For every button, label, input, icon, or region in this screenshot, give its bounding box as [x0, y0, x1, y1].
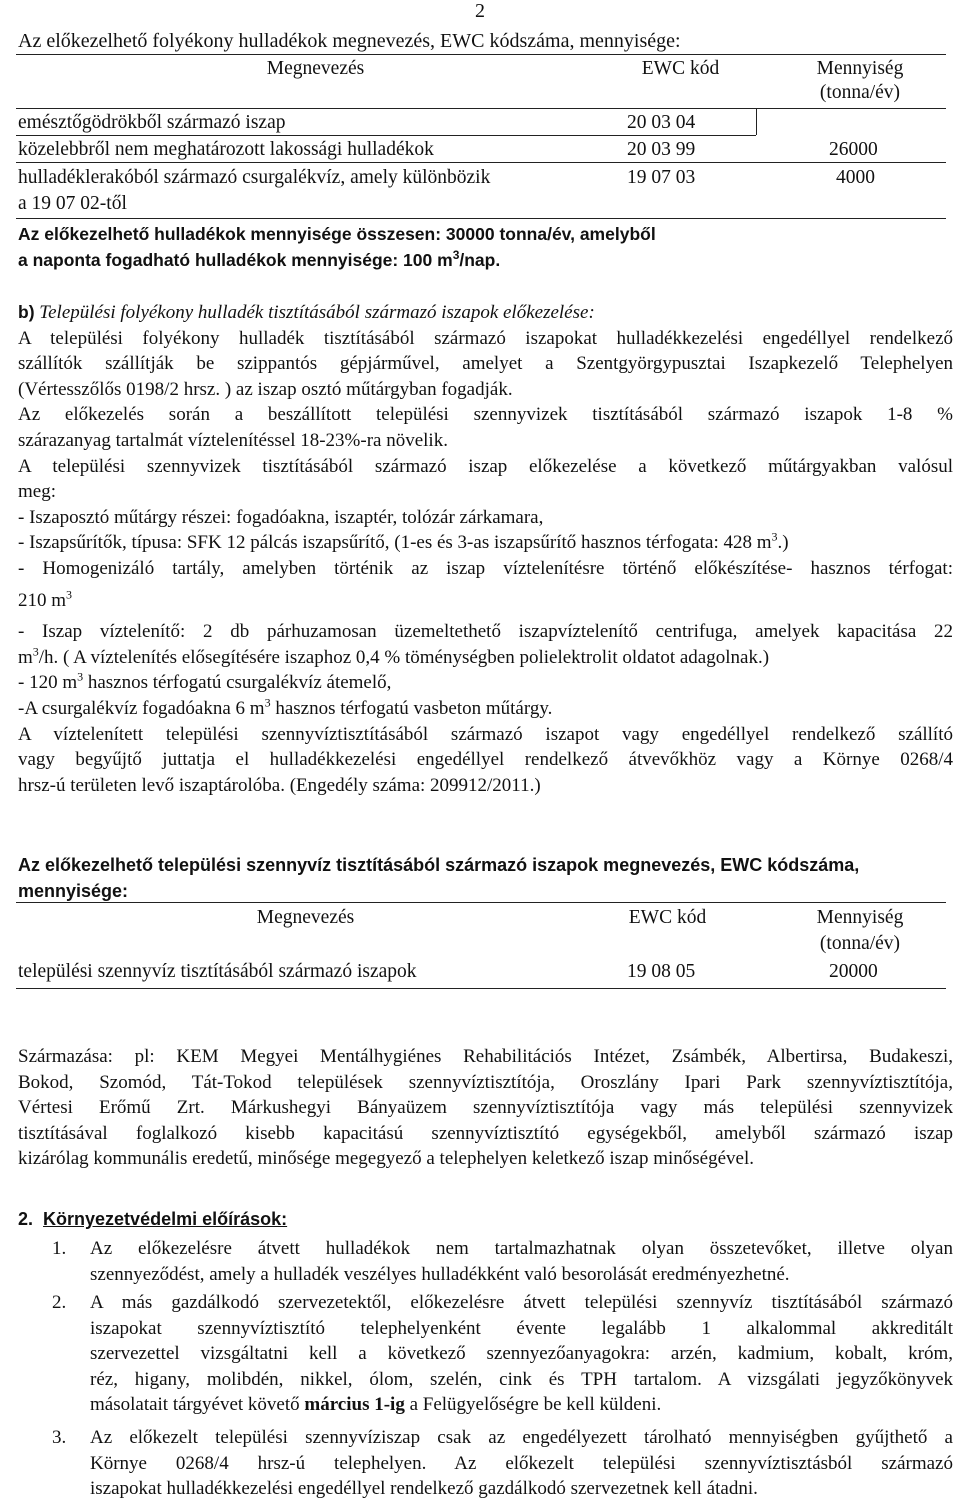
list-item-line: réz, higany, molibdén, nikkel, ólom, szelén, cink és TPH tartalom. A vizsgálati jegyzőkönyvek	[90, 1368, 953, 1390]
section2-heading-line: mennyisége:	[18, 881, 129, 901]
paragraph-line: A települési szennyvizek tisztításából származó iszap előkezelése a következő műtárgyakban valósul	[18, 455, 953, 477]
header-ewc: EWC kód	[641, 58, 720, 79]
header-name: Megnevezés	[266, 58, 365, 79]
table-rule	[16, 218, 946, 219]
paragraph-line: meg:	[18, 481, 56, 503]
header-name: Megnevezés	[256, 907, 355, 928]
table-rule	[756, 108, 757, 135]
header-qty: Mennyiség	[816, 907, 904, 928]
list-item	[18, 670, 953, 696]
total-line: Az előkezelhető hulladékok mennyisége összesen: 30000 tonna/év, amelyből	[18, 224, 656, 244]
table-row-qty: 26000	[829, 139, 878, 160]
paragraph-line: (Vértesszőlős 0198/2 hrsz. ) az iszap osztó műtárgyban fogadják.	[18, 378, 513, 400]
list-number: 2.	[52, 1292, 67, 1313]
superscript: 3	[771, 530, 778, 545]
table-row-ewc: 19 07 03	[627, 167, 696, 188]
list-item-text: - Iszapsűrítők, típusa: SFK 12 pálcás iszapsűrítő, (1-es és 3-as iszapsűrítő hasznos térfogata: 428 m	[18, 532, 772, 554]
list-item-line: szennyeződést, amely a hulladék veszélyes hulladékként való besorolását eredményezhetné.	[90, 1263, 790, 1285]
daily-line	[18, 250, 500, 271]
deadline-text: március 1-ig	[304, 1394, 405, 1416]
section2-heading-line: Az előkezelhető települési szennyvíz tisztításából származó iszapok megnevezés, EWC kódszáma,	[18, 855, 860, 875]
section-b-title	[18, 300, 953, 326]
superscript: 3	[66, 587, 73, 602]
list-item-text: másolatait tárgyévet követő	[90, 1394, 305, 1416]
daily-line-unit: /nap.	[459, 250, 501, 270]
paragraph-line: kizárólag kommunális eredetű, minősége megegyező a telephelyen keletkező iszap minőségével.	[18, 1148, 754, 1170]
table-row-name-cont: a 19 07 02-től	[18, 193, 127, 214]
table-rule	[16, 902, 946, 903]
list-item	[18, 696, 953, 722]
header-ewc: EWC kód	[628, 907, 707, 928]
list-item-line: iszapokat hulladékkezelési engedéllyel rendelkező gazdálkodó szervezetnek kell átadni.	[90, 1478, 758, 1500]
list-item-line: Az előkezelt települési szennyvíziszap csak az engedélyezett tárolható mennyiségben gyűjthető a	[90, 1427, 953, 1448]
section-b-title-text: Települési folyékony hulladék tisztításából származó iszapok előkezelése:	[39, 302, 595, 323]
header-qty-unit: (tonna/év)	[819, 933, 901, 954]
list-item-text: hasznos térfogatú csurgalékvíz átemelő,	[83, 672, 392, 694]
superscript: 3	[264, 695, 271, 710]
list-item-cont	[18, 588, 953, 614]
table-row-qty: 4000	[836, 167, 875, 188]
section-b-label: b)	[18, 302, 35, 322]
list-item-line	[90, 1392, 953, 1418]
section2-heading	[18, 852, 953, 904]
table-rule	[16, 108, 946, 109]
paragraph-line: A települési folyékony hulladék tisztításából származó iszapokat hulladékkezelési engedéllyel rendelkező	[18, 327, 953, 349]
section-b	[18, 300, 953, 798]
table-row-ewc: 20 03 99	[627, 139, 696, 160]
env-heading-number: 2.	[18, 1209, 34, 1229]
list-number: 1.	[52, 1238, 67, 1259]
superscript: 3	[32, 644, 39, 659]
paragraph-line: hrsz-ú területen levő iszaptárolóba. (Engedély száma: 209912/2011.)	[18, 774, 541, 796]
list-item-text: .)	[777, 532, 789, 554]
list-item-text: - 120 m	[18, 672, 78, 694]
list-item-line: Az előkezelésre átvett hulladékok nem tartalmazhatnak olyan összetevőket, illetve olyan	[90, 1238, 953, 1259]
table-row-ewc: 19 08 05	[627, 961, 696, 982]
list-item	[90, 1425, 953, 1502]
paragraph-line: szárazanyag tartalmát víztelenítéssel 18-23%-ra növelik.	[18, 429, 448, 451]
paragraph-line: vagy begyűjtő juttatja el hulladékkezelési engedéllyel rendelkező átvevőkhöz vagy a Környe 0268/4	[18, 749, 953, 771]
table-row-name: települési szennyvíz tisztításából származó iszapok	[18, 961, 417, 982]
superscript: 3	[77, 669, 84, 684]
list-item-text: 210 m	[18, 589, 67, 611]
table-row-name: hulladéklerakóból származó csurgalékvíz, amely különbözik	[18, 167, 491, 188]
list-item-line: A más gazdálkodó szervezetektől, előkezelésre átvett települési szennyvíz tisztításából származó	[90, 1292, 953, 1313]
header-qty: Mennyiség	[816, 58, 904, 79]
paragraph-line: Származása: pl: KEM Megyei Mentálhygiénes Rehabilitációs Intézet, Zsámbék, Albertirsa, Budakeszi,	[18, 1046, 953, 1067]
paragraph-line: Az előkezelés során a beszállított települési szennyvizek tisztításából származó iszapok 1-8 %	[18, 404, 953, 426]
table-rule	[16, 135, 756, 136]
paragraph-line: Vértesi Erőmű Zrt. Márkushegyi Bányaüzem szennyvíztisztítója vagy más települési szennyvizek	[18, 1097, 953, 1119]
daily-line-text: a naponta fogadható hulladékok mennyisége: 100 m	[18, 250, 453, 270]
table-row-name: közelebbről nem meghatározott lakossági hulladékok	[18, 139, 434, 160]
superscript: 3	[452, 248, 460, 263]
list-item: - Iszaposztó műtárgy részei: fogadóakna, iszaptér, tolózár zárkamara,	[18, 506, 544, 528]
paragraph-line: szállítók szállítják be szippantós gépjárművel, amelyet a Szentgyörgypusztai Iszapkezelő Telephelyen	[18, 353, 953, 375]
page-number: 2	[475, 0, 485, 22]
header-qty-unit: (tonna/év)	[819, 82, 901, 103]
list-item-text: -A csurgalékvíz fogadóakna 6 m	[18, 697, 265, 719]
table-rule	[16, 988, 946, 989]
list-number: 3.	[52, 1427, 67, 1448]
list-item-text: hasznos térfogatú vasbeton műtárgy.	[270, 697, 553, 719]
list-item-line: Környe 0268/4 hrsz-ú telephelyen. Az előkezelt települési szennyvíztisztásból származó	[90, 1452, 953, 1474]
table-row-ewc: 20 03 04	[627, 112, 696, 133]
list-item: - Iszap víztelenítő: 2 db párhuzamosan üzemeltethető iszapvíztelenítő centrifuga, amelyek kapacitása 22	[18, 621, 953, 643]
table-rule	[16, 162, 946, 163]
list-item-cont	[18, 645, 953, 671]
list-item-line: iszapokat szennyvíztisztító telephelyenként évente legalább 1 alkalommal akkreditált	[90, 1317, 953, 1339]
list-item: - Homogenizáló tartály, amelyben történik az iszap víztelenítésre történő előkészítése- hasznos térfogat:	[18, 557, 953, 579]
list-item	[90, 1236, 953, 1287]
env-heading-title: Környezetvédelmi előírások:	[43, 1209, 288, 1229]
section1-heading: Az előkezelhető folyékony hulladékok megnevezés, EWC kódszáma, mennyisége:	[18, 30, 681, 52]
paragraph-line: A víztelenített települési szennyvíztisztításából származó iszapot vagy engedéllyel rendelkező szállító	[18, 723, 953, 745]
origin-paragraph	[18, 1044, 953, 1172]
list-item-text: m	[18, 646, 33, 668]
paragraph-line: tisztításával foglalkozó kisebb kapacitású szennyvíztisztító egységekből, amelyből származó iszap	[18, 1122, 953, 1144]
list-item-text: /h. ( A víztelenítés elősegítésére iszaphoz 0,4 % töménységben polielektrolit oldatot adagolnak.)	[38, 646, 770, 668]
list-item	[90, 1290, 953, 1418]
table-row-qty: 20000	[829, 961, 878, 982]
env-heading	[18, 1209, 287, 1230]
table-rule	[16, 54, 946, 55]
paragraph-line: Bokod, Szomód, Tát-Tokod települések szennyvíztisztítója, Oroszlány Ipari Park szennyvíztisztítója,	[18, 1071, 953, 1093]
table-row-name: emésztőgödrökből származó iszap	[18, 112, 286, 133]
list-item-line: szervezettel vizsgáltatni kell a következő szennyezőanyagokra: arzén, kadmium, kobalt, króm,	[90, 1343, 953, 1365]
list-item	[18, 530, 953, 556]
list-item-text: a Felügyelőségre be kell küldeni.	[404, 1394, 662, 1416]
